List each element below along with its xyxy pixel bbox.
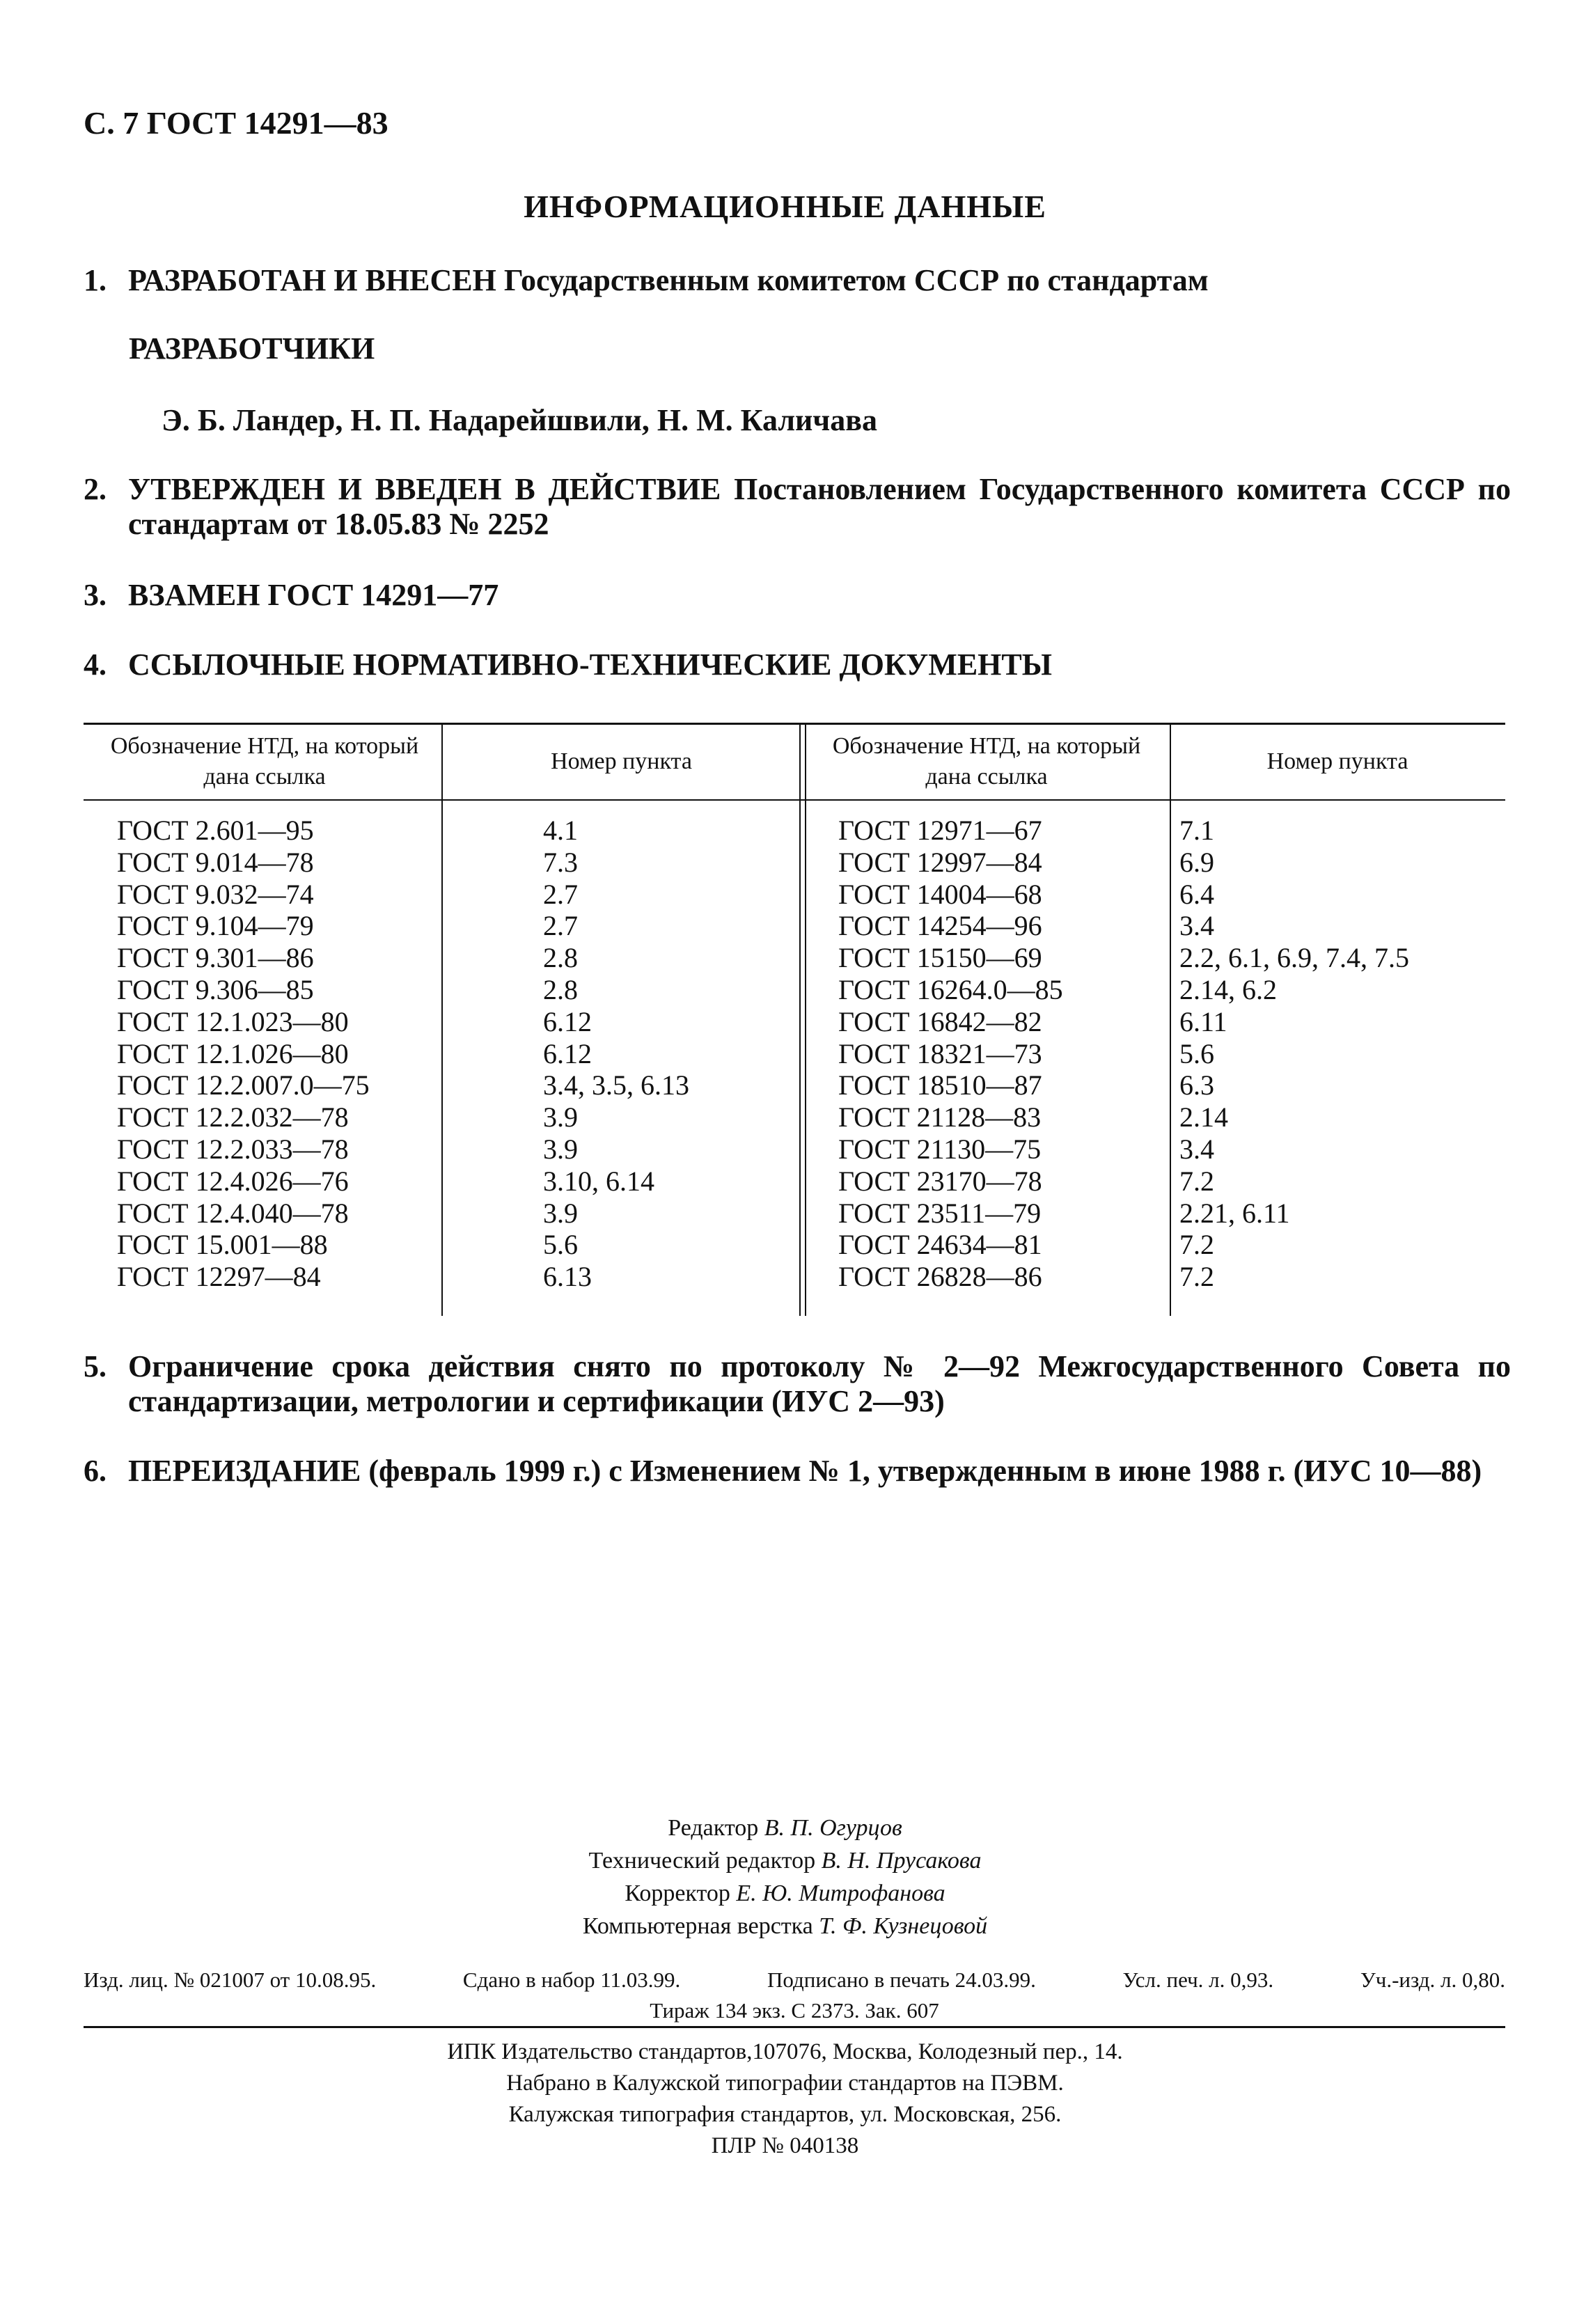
table-cell-doc: ГОСТ 23511—79 [838,1197,1042,1229]
credits-block [0,1812,1570,1942]
left-docs-column [117,815,370,1293]
table-cell-doc: ГОСТ 9.014—78 [117,846,314,878]
section-6 [84,1454,1511,1489]
table-cell-item: 7.2 [1179,1261,1214,1293]
right-items-column [1179,815,1409,1293]
table-cell-doc: ГОСТ 18510—87 [838,1069,1042,1101]
table-cell-item: 7.3 [543,846,578,878]
table-cell-item: 3.9 [543,1133,578,1165]
imprint-block [84,1965,1505,2026]
table-cell-item: 6.11 [1179,1005,1227,1037]
left-items-column [543,815,689,1293]
table-cell-item: 6.3 [1179,1069,1214,1101]
table-cell-item: 2.7 [543,878,578,910]
table-cell-item: 6.13 [543,1261,592,1293]
section-3-number: 3. [84,578,107,612]
table-divider-3 [1170,723,1171,1316]
table-cell-doc: ГОСТ 18321—73 [838,1037,1042,1069]
table-cell-item: 3.10, 6.14 [543,1165,654,1197]
table-cell-doc: ГОСТ 23170—78 [838,1165,1042,1197]
imprint-typeset: Сдано в набор 11.03.99. [462,1968,681,1992]
publisher-line: Калужская типография стандартов, ул. Московская, 256. [508,2102,1062,2127]
credit-line [0,1812,1570,1844]
table-cell-doc: ГОСТ 9.032—74 [117,878,314,910]
imprint-license: Изд. лиц. № 021007 от 10.08.95. [84,1968,377,1992]
credit-name: Т. Ф. Кузнецовой [819,1913,988,1939]
table-cell-doc: ГОСТ 14254—96 [838,910,1042,942]
section-1 [84,263,1511,298]
section-5-number: 5. [84,1349,107,1383]
section-3 [84,578,1511,613]
credit-name: В. П. Огурцов [764,1815,902,1841]
table-cell-doc: ГОСТ 12297—84 [117,1261,321,1293]
table-header-item-left: Номер пункта [551,748,692,774]
table-header-doc-right: Обозначение НТД, на который дана ссылка [832,733,1141,790]
publisher-block [0,2036,1570,2162]
credit-name: Е. Ю. Митрофанова [736,1881,945,1906]
page-title: ИНФОРМАЦИОННЫЕ ДАННЫЕ [524,189,1046,224]
publisher-line: ИПК Издательство стандартов,107076, Москва, Колодезный пер., 14. [447,2039,1123,2064]
table-cell-item: 3.4, 3.5, 6.13 [543,1069,689,1101]
table-divider-1 [441,723,443,1316]
table-cell-doc: ГОСТ 12997—84 [838,846,1042,878]
developers-heading: РАЗРАБОТЧИКИ [129,331,375,366]
credit-line [0,1910,1570,1942]
table-cell-doc: ГОСТ 12.4.040—78 [117,1197,349,1229]
table-cell-doc: ГОСТ 12971—67 [838,815,1042,846]
table-cell-item: 6.4 [1179,878,1214,910]
reference-table [84,723,1505,1316]
credit-name: В. Н. Прусакова [821,1848,982,1874]
table-cell-doc: ГОСТ 12.2.007.0—75 [117,1069,370,1101]
credit-line [0,1877,1570,1910]
section-4-text: ССЫЛОЧНЫЕ НОРМАТИВНО-ТЕХНИЧЕСКИЕ ДОКУМЕНТЫ [128,647,1052,682]
table-cell-item: 6.12 [543,1005,592,1037]
section-1-text: Государственным комитетом СССР по стандартам [503,263,1209,297]
table-cell-doc: ГОСТ 14004—68 [838,878,1042,910]
table-cell-item: 2.2, 6.1, 6.9, 7.4, 7.5 [1179,942,1409,974]
table-cell-item: 2.7 [543,910,578,942]
table-cell-item: 4.1 [543,815,578,846]
table-cell-item: 2.8 [543,973,578,1005]
publisher-line: ПЛР № 040138 [711,2133,859,2158]
table-cell-item: 6.9 [1179,846,1214,878]
section-4-number: 4. [84,647,107,682]
right-docs-column [838,815,1063,1293]
table-cell-doc: ГОСТ 15.001—88 [117,1229,328,1261]
credit-line [0,1844,1570,1877]
table-cell-item: 3.4 [1179,910,1214,942]
table-cell-item: 2.14 [1179,1101,1228,1133]
section-1-lead: РАЗРАБОТАН И ВНЕСЕН [128,263,496,297]
table-cell-item: 2.14, 6.2 [1179,973,1277,1005]
section-6-text: ПЕРЕИЗДАНИЕ (февраль 1999 г.) с Изменением № 1, утвержденным в июне 1988 г. (ИУС 10—88) [128,1454,1482,1488]
table-cell-item: 7.2 [1179,1229,1214,1261]
section-3-text: ВЗАМЕН ГОСТ 14291—77 [128,578,499,612]
footer-rule [84,2026,1505,2028]
table-cell-item: 6.12 [543,1037,592,1069]
table-cell-doc: ГОСТ 9.301—86 [117,942,314,974]
table-cell-item: 3.9 [543,1101,578,1133]
section-2-text: Постановлением Государственного комитета СССР по стандартам от 18.05.83 № 2252 [128,472,1512,541]
imprint-print-sheets: Усл. печ. л. 0,93. [1122,1968,1274,1992]
section-6-number: 6. [84,1454,107,1488]
table-cell-doc: ГОСТ 16842—82 [838,1005,1042,1037]
table-header-item-right: Номер пункта [1266,748,1408,774]
table-cell-doc: ГОСТ 12.2.032—78 [117,1101,349,1133]
table-header-rule [84,799,1505,801]
section-2 [84,472,1511,542]
table-cell-doc: ГОСТ 21130—75 [838,1133,1042,1165]
imprint-line-1 [84,1965,1505,1995]
section-2-lead: УТВЕРЖДЕН И ВВЕДЕН В ДЕЙСТВИЕ [128,472,721,506]
table-divider-2b [805,723,806,1316]
table-cell-doc: ГОСТ 9.306—85 [117,973,314,1005]
table-cell-item: 2.8 [543,942,578,974]
table-cell-doc: ГОСТ 24634—81 [838,1229,1042,1261]
table-top-rule [84,723,1505,725]
section-5-text: Ограничение срока действия снято по протоколу № 2—92 Межгосударственного Совета по стандартизации, метрологии и сертификации (ИУС 2—93) [128,1349,1511,1418]
table-cell-item: 2.21, 6.11 [1179,1197,1290,1229]
credit-role: Технический редактор [588,1848,816,1874]
table-cell-item: 7.1 [1179,815,1214,846]
table-cell-doc: ГОСТ 26828—86 [838,1261,1042,1293]
developers-names: Э. Б. Ландер, Н. П. Надарейшвили, Н. М. Каличава [162,403,877,437]
section-1-number: 1. [84,263,107,297]
imprint-publisher-sheets: Уч.-изд. л. 0,80. [1360,1968,1505,1992]
section-2-number: 2. [84,472,107,506]
table-divider-2a [799,723,801,1316]
table-header-doc-left: Обозначение НТД, на который дана ссылка [110,733,419,790]
table-cell-doc: ГОСТ 21128—83 [838,1101,1042,1133]
table-cell-item: 5.6 [543,1229,578,1261]
table-cell-item: 3.9 [543,1197,578,1229]
credit-role: Корректор [625,1881,730,1906]
publisher-line: Набрано в Калужской типографии стандартов на ПЭВМ. [506,2071,1064,2096]
table-cell-doc: ГОСТ 15150—69 [838,942,1042,974]
imprint-signed: Подписано в печать 24.03.99. [767,1968,1036,1992]
table-cell-doc: ГОСТ 12.1.023—80 [117,1005,349,1037]
table-cell-doc: ГОСТ 12.4.026—76 [117,1165,349,1197]
section-4 [84,647,1511,682]
table-cell-doc: ГОСТ 12.1.026—80 [117,1037,349,1069]
table-cell-doc: ГОСТ 16264.0—85 [838,973,1063,1005]
table-cell-item: 5.6 [1179,1037,1214,1069]
table-cell-item: 3.4 [1179,1133,1214,1165]
page-header: С. 7 ГОСТ 14291—83 [84,105,388,141]
imprint-line-2: Тираж 134 экз. С 2373. Зак. 607 [650,1998,939,2023]
table-cell-doc: ГОСТ 9.104—79 [117,910,314,942]
section-5 [84,1349,1511,1419]
table-cell-doc: ГОСТ 2.601—95 [117,815,314,846]
table-cell-doc: ГОСТ 12.2.033—78 [117,1133,349,1165]
table-cell-item: 7.2 [1179,1165,1214,1197]
credit-role: Редактор [668,1815,759,1841]
credit-role: Компьютерная верстка [582,1913,813,1939]
